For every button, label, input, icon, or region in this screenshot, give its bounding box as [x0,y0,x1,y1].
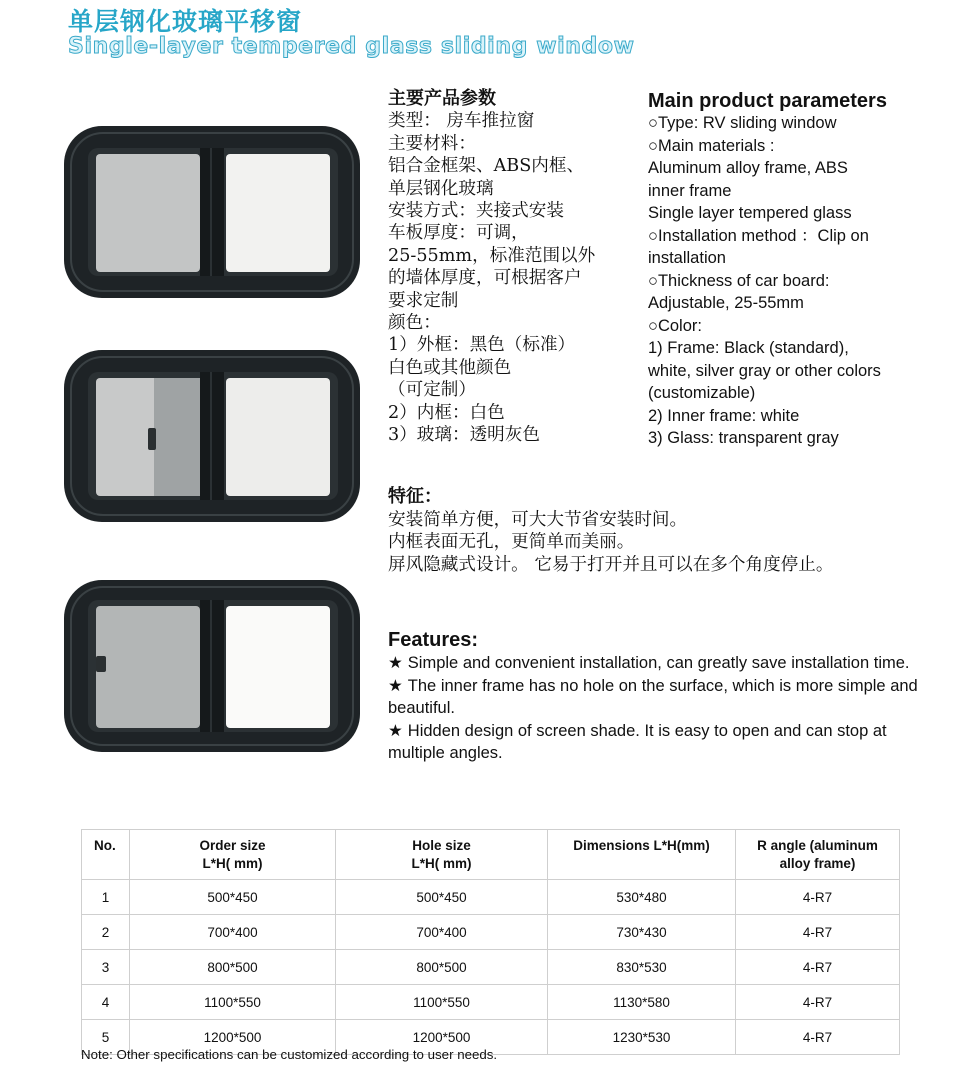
param-line-cn: 安装方式：夹接式安装 [388,201,564,222]
table-row [82,915,900,950]
footnote: Note: Other specifications can be customized according to user needs. [81,1047,498,1062]
param-line-cn: 2）内框：白色 [388,402,505,423]
param-line-en: Single layer tempered glass [648,204,852,222]
page-title-cn: 单层钢化玻璃平移窗 [68,7,303,36]
feature-line-cn: 内框表面无孔，更简单而美丽。 [388,532,635,552]
feature-text: The inner frame has no hole on the surface, which is more simple and beautiful. [388,676,918,718]
feature-text: Simple and convenient installation, can greatly save installation time. [407,654,910,672]
cell-r-angle: 4-R7 [736,985,900,1020]
cell-hole-size: 700*400 [336,915,548,950]
param-line-en: inner frame [648,181,732,200]
cell-hole-size: 1100*550 [336,985,548,1020]
features-cn [388,486,928,576]
specification-table [81,829,900,1055]
param-line-cn: 25-55mm，标准范围以外 [388,245,596,266]
product-image-3 [62,578,364,756]
cell-dimensions: 1230*530 [548,1020,736,1055]
cell-r-angle: 4-R7 [736,880,900,915]
cell-r-angle: 4-R7 [736,950,900,985]
feature-text: Hidden design of screen shade. It is easy to open and can stop at multiple angles. [388,721,887,763]
param-line-cn: 单层钢化玻璃 [388,178,494,199]
param-line-en: Adjustable, 25-55mm [648,294,804,312]
main-parameters-cn [388,88,646,447]
param-line-en: 2) Inner frame: white [648,406,800,425]
star-icon: ★ [388,654,403,672]
param-line-cn: 铝合金框架、ABS内框、 [388,156,585,177]
param-line-cn: 1）外框：黑色（标准） [388,335,576,356]
features-en [388,628,928,765]
cell-order-size: 700*400 [130,915,336,950]
cell-hole-size: 800*500 [336,950,548,985]
hole-size-label: Hole size L*H( mm) [411,838,472,871]
table-header-row [82,830,900,880]
param-line-en: ○Thickness of car board: [648,271,830,290]
cell-order-size: 500*450 [130,880,336,915]
cell-order-size: 1200*500 [130,1020,336,1055]
col-header-no: No. [82,830,130,880]
param-line-en: ○Installation method ：Clip on [648,226,869,245]
param-line-cn: （可定制） [388,380,476,401]
feature-line-cn: 屏风隐藏式设计。 它易于打开并且可以在多个角度停止。 [388,554,834,575]
feature-item-en [388,720,928,765]
star-icon: ★ [388,721,403,740]
param-line-en: ○Main materials : [648,136,775,155]
cell-hole-size: 500*450 [336,880,548,915]
cell-order-size: 800*500 [130,950,336,985]
product-image-1 [62,124,364,302]
cell-r-angle: 4-R7 [736,1020,900,1055]
cell-dimensions: 1130*580 [548,985,736,1020]
param-line-en: installation [648,249,726,267]
col-header-r-angle [736,830,900,880]
param-line-cn: 颜色： [388,313,441,334]
col-header-dimensions: Dimensions L*H(mm) [548,830,736,880]
cell-no: 1 [82,880,130,915]
col-header-hole-size [336,830,548,880]
table-row [82,985,900,1020]
page-title-en: Single-layer tempered glass sliding window [68,34,635,59]
product-image-2 [62,348,364,526]
cell-dimensions: 830*530 [548,950,736,985]
cell-no: 5 [82,1020,130,1055]
cell-no: 4 [82,985,130,1020]
main-parameters-en [648,90,948,450]
r-angle-label: R angle (aluminum alloy frame) [757,838,878,871]
feature-item-en [388,675,928,720]
param-line-cn: 3）玻璃：透明灰色 [388,425,540,446]
param-line-en: (customizable) [648,384,756,402]
cell-no: 2 [82,915,130,950]
feature-line-cn: 安装简单方便，可大大节省安装时间。 [388,509,688,530]
param-line-en: white, silver gray or other colors [648,361,881,380]
param-line-en: 1) Frame: Black (standard), [648,339,849,357]
table-row [82,880,900,915]
param-line-en: 3) Glass: transparent gray [648,429,839,447]
cell-dimensions: 530*480 [548,880,736,915]
features-heading-en: Features: [388,629,479,651]
cell-no: 3 [82,950,130,985]
param-line-cn: 白色或其他颜色 [388,357,512,378]
param-line-cn: 车板厚度：可调， [388,223,529,244]
cell-order-size: 1100*550 [130,985,336,1020]
feature-item-en [388,652,928,675]
param-line-en: Aluminum alloy frame, ABS [648,159,848,177]
param-line-en: ○Color: [648,316,702,335]
cell-r-angle: 4-R7 [736,915,900,950]
param-line-cn: 类型： 房车推拉窗 [388,111,535,132]
table-row [82,950,900,985]
features-heading-cn: 特征： [388,486,442,507]
parameters-heading-en: Main product parameters [648,90,887,112]
col-header-order-size [130,830,336,880]
star-icon: ★ [388,676,403,695]
order-size-label: Order size L*H( mm) [199,838,266,871]
param-line-cn: 要求定制 [388,290,459,311]
cell-hole-size: 1200*500 [336,1020,548,1055]
cell-dimensions: 730*430 [548,915,736,950]
parameters-heading-cn: 主要产品参数 [388,88,496,109]
param-line-cn: 的墙体厚度，可根据客户 [388,268,582,289]
param-line-en: ○Type: RV sliding window [648,114,837,132]
param-line-cn: 主要材料： [388,133,476,154]
